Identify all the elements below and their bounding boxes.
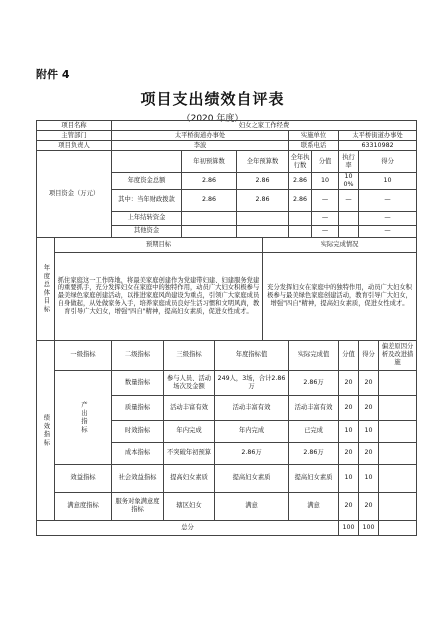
funds-cell [289, 211, 312, 225]
indicator-header: 偏差原因分析及改进措施 [379, 340, 417, 370]
funds-header-1: 年初预算数 [182, 151, 237, 173]
goals-actual-header: 实际完成情况 [263, 237, 417, 252]
indicator-target: 249人，3场，合计2.86万 [215, 370, 289, 395]
indicator-level2: 成本指标 [112, 442, 164, 464]
indicator-actual: 2.86万 [289, 442, 339, 464]
funds-section-label: 项目资金（万元） [37, 151, 112, 238]
indicator-note [379, 442, 417, 464]
indicator-actual: 提高妇女素质 [289, 464, 339, 492]
dept-value: 太平桥街道办事处 [112, 131, 289, 141]
indicator-note [379, 464, 417, 492]
funds-row-label: 其中：当年财政拨款 [112, 189, 182, 211]
funds-cell: — [359, 189, 417, 211]
row-indicators-header [37, 340, 417, 370]
indicator-row [37, 492, 417, 520]
indicator-got: 10 [359, 420, 379, 442]
indicator-row [37, 370, 417, 395]
satisfaction-indicator-label: 满意度指标 [55, 492, 112, 520]
indicator-target: 提高妇女素质 [215, 464, 289, 492]
indicator-score: 20 [339, 395, 359, 420]
indicator-level3: 年内完成 [164, 420, 215, 442]
funds-header-6: 得分 [359, 151, 417, 173]
indicator-note [379, 420, 417, 442]
indicator-note [379, 370, 417, 395]
indicator-header: 三级指标 [164, 340, 215, 370]
attachment-label: 附件 4 [36, 68, 70, 81]
row-goals-header [37, 237, 417, 252]
page-title: 项目支出绩效自评表 [140, 90, 285, 108]
indicator-target: 年内完成 [215, 420, 289, 442]
manager-value: 李波 [112, 141, 289, 151]
indicator-note [379, 395, 417, 420]
funds-header-2: 全年预算数 [237, 151, 289, 173]
row-manager [37, 141, 417, 151]
benefit-indicator-label: 效益指标 [55, 464, 112, 492]
funds-cell: 2.86 [289, 189, 312, 211]
indicator-header: 年度指标值 [215, 340, 289, 370]
indicator-score: 20 [339, 492, 359, 520]
impl-unit-label: 实施单位 [289, 131, 339, 141]
indicator-target: 2.86万 [215, 442, 289, 464]
indicator-level3: 参与人员、活动场次及金额 [164, 370, 215, 395]
funds-cell [237, 225, 289, 237]
funds-row-label: 其他资金 [112, 225, 182, 237]
funds-cell: 2.86 [289, 173, 312, 190]
funds-header-5: 执行率 [339, 151, 359, 173]
indicator-score: 20 [339, 442, 359, 464]
funds-row-label: 上年结转资金 [112, 211, 182, 225]
goals-section-label: 年度总体目标 [37, 237, 55, 340]
indicator-header: 实际完成值 [289, 340, 339, 370]
funds-cell: 10 [359, 173, 417, 190]
total-score: 100 [339, 520, 359, 535]
indicator-actual: 满意 [289, 492, 339, 520]
row-funds-header [37, 151, 417, 173]
funds-row-label: 年度资金总额 [112, 173, 182, 190]
goals-expected-header: 预期目标 [55, 237, 263, 252]
funds-cell: 2.86 [182, 189, 237, 211]
indicator-actual: 2.86万 [289, 370, 339, 395]
indicator-target: 活动丰富有效 [215, 395, 289, 420]
funds-cell: — [359, 211, 417, 225]
funds-cell: 2.86 [182, 173, 237, 190]
year-label: （2020 年度） [181, 114, 244, 124]
total-label: 总分 [37, 520, 339, 535]
indicator-level2: 社会效益指标 [112, 464, 164, 492]
output-indicator-label: 产出指标 [55, 370, 112, 464]
indicator-level2: 数量指标 [112, 370, 164, 395]
indicator-header: 得分 [359, 340, 379, 370]
goals-actual-text: 充分发挥妇女在家庭中的独特作用，动员广大妇女积极参与最美绿色家庭创建活动，教育引导广大妇女，增强"四自"精神，提高妇女素质，促进女性成才。 [263, 252, 417, 340]
impl-unit-value: 太平桥街道办事处 [339, 131, 417, 141]
indicator-level3: 提高妇女素质 [164, 464, 215, 492]
project-name-value: 妇女之家工作经费 [112, 121, 417, 131]
project-name-label: 项目名称 [37, 121, 112, 131]
funds-cell [289, 225, 312, 237]
funds-cell [339, 225, 359, 237]
indicator-level3: 不突破年初预算 [164, 442, 215, 464]
phone-value: 63310982 [339, 141, 417, 151]
indicator-got: 10 [359, 464, 379, 492]
indicator-target: 满意 [215, 492, 289, 520]
indicator-got: 20 [359, 395, 379, 420]
funds-cell: 100% [339, 173, 359, 190]
indicator-score: 10 [339, 464, 359, 492]
funds-cell [182, 225, 237, 237]
self-evaluation-table [36, 120, 417, 536]
funds-cell [182, 211, 237, 225]
funds-cell: — [312, 225, 339, 237]
indicator-header: 分值 [339, 340, 359, 370]
phone-label: 联系电话 [289, 141, 339, 151]
funds-cell: 2.86 [237, 173, 289, 190]
funds-cell: 10 [312, 173, 339, 190]
indicator-level3: 活动丰富有效 [164, 395, 215, 420]
funds-cell [339, 211, 359, 225]
funds-cell: — [339, 189, 359, 211]
row-dept [37, 131, 417, 141]
indicator-level2: 服务对象满意度指标 [112, 492, 164, 520]
funds-cell: — [312, 189, 339, 211]
funds-cell: 2.86 [237, 189, 289, 211]
indicator-level3: 辖区妇女 [164, 492, 215, 520]
funds-cell: — [359, 225, 417, 237]
row-project-name [37, 121, 417, 131]
funds-cell: — [312, 211, 339, 225]
indicator-got: 20 [359, 370, 379, 395]
indicator-score: 10 [339, 420, 359, 442]
manager-label: 项目负责人 [37, 141, 112, 151]
indicator-got: 20 [359, 492, 379, 520]
indicator-header: 二级指标 [112, 340, 164, 370]
funds-header-3: 全年执行数 [289, 151, 312, 173]
indicator-level2: 时效指标 [112, 420, 164, 442]
indicator-got: 20 [359, 442, 379, 464]
indicator-header: 一级指标 [55, 340, 112, 370]
indicator-actual: 活动丰富有效 [289, 395, 339, 420]
row-total [37, 520, 417, 535]
total-got: 100 [359, 520, 379, 535]
indicator-actual: 已完成 [289, 420, 339, 442]
indicators-section-label: 绩效指标 [37, 340, 55, 520]
indicator-score: 20 [339, 370, 359, 395]
indicator-level2: 质量指标 [112, 395, 164, 420]
row-goals-body [37, 252, 417, 340]
funds-header-4: 分值 [312, 151, 339, 173]
indicator-row [37, 464, 417, 492]
funds-cell [237, 211, 289, 225]
indicator-note [379, 492, 417, 520]
dept-label: 主管部门 [37, 131, 112, 141]
goals-expected-text: 抓住家庭这一工作阵地，将最美家庭创建作为党建带妇建、妇建服务党建的重要抓手，充分发挥妇女在家庭中的独特作用，动员广大妇女积极参与最美绿色家庭创建活动，以推进家庭风尚建设为重点，引领广大家庭成员自身做起，从处做家务入手，培养家庭成员良好生活习惯和文明风尚，教育引导广大妇女，增强"四自"精神，提高妇女素质，促进女性成才。 [55, 252, 263, 340]
